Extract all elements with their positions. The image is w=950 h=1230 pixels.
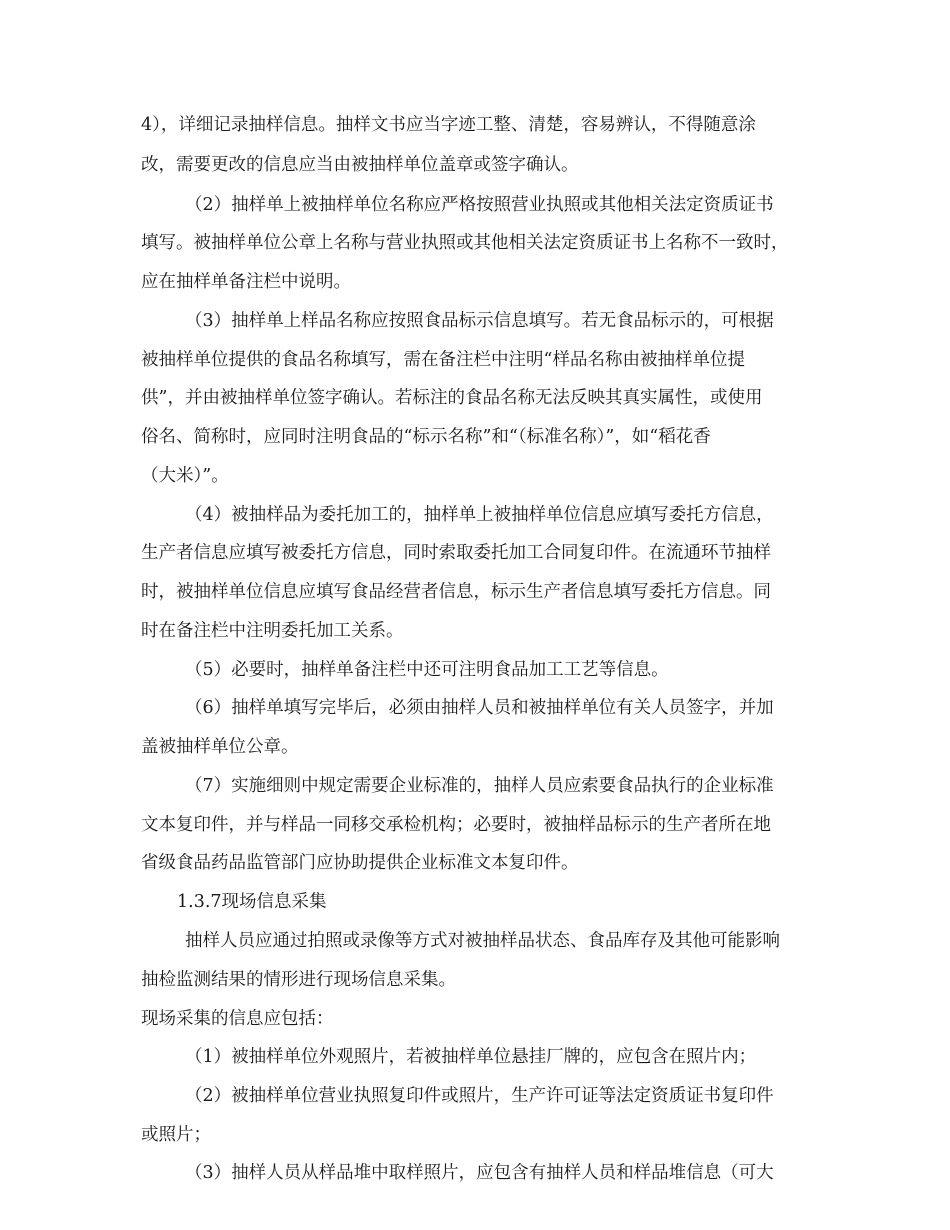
paragraph-line: （2）抽样单上被抽样单位名称应严格按照营业执照或其他相关法定资质证书: [185, 195, 774, 215]
paragraph-line: （7）实施细则中规定需要企业标准的，抽样人员应索要食品执行的企业标准: [185, 776, 774, 796]
paragraph-line: （4）被抽样品为委托加工的，抽样单上被抽样单位信息应填写委托方信息，: [185, 505, 774, 525]
paragraph-line: 生产者信息应填写被委托方信息，同时索取委托加工合同复印件。在流通环节抽样: [141, 543, 771, 563]
paragraph-line: 应在抽样单备注栏中说明。: [141, 272, 351, 292]
paragraph-line: （5）必要时，抽样单备注栏中还可注明食品加工工艺等信息。: [185, 660, 669, 680]
paragraph-line: （3）抽样单上样品名称应按照食品标示信息填写。若无食品标示的，可根据: [185, 311, 774, 331]
paragraph-line: （大米）”。: [141, 466, 229, 486]
paragraph-line: （1）被抽样单位外观照片，若被抽样单位悬挂厂牌的，应包含在照片内；: [185, 1047, 757, 1067]
paragraph-line: 俗名、简称时，应同时注明食品的“标示名称”和“（标准名称）”，如“稻花香: [141, 427, 711, 447]
paragraph-line: 供”，并由被抽样单位签字确认。若标注的食品名称无法反映其真实属性，或使用: [141, 388, 763, 408]
paragraph-line: 时在备注栏中注明委托加工关系。: [141, 621, 404, 641]
paragraph-line: 盖被抽样单位公章。: [141, 737, 299, 757]
paragraph-line: 填写。被抽样单位公章上名称与营业执照或其他相关法定资质证书上名称不一致时，: [141, 233, 789, 253]
paragraph-line: 文本复印件，并与样品一同移交承检机构；必要时，被抽样品标示的生产者所在地: [141, 815, 771, 835]
paragraph-line: 时，被抽样单位信息应填写食品经营者信息，标示生产者信息填写委托方信息。同: [141, 582, 771, 602]
paragraph-line: 或照片；: [141, 1125, 211, 1145]
paragraph-line: 被抽样单位提供的食品名称填写，需在备注栏中注明“样品名称由被抽样单位提: [141, 350, 745, 370]
paragraph-line: 省级食品药品监管部门应协助提供企业标准文本复印件。: [141, 853, 579, 873]
paragraph-line: （6）抽样单填写完毕后，必须由抽样人员和被抽样单位有关人员签字，并加: [185, 698, 774, 718]
paragraph-line: 抽检监测结果的情形进行现场信息采集。: [141, 970, 456, 990]
paragraph-line: 抽样人员应通过拍照或录像等方式对被抽样品状态、食品库存及其他可能影响: [185, 931, 780, 951]
paragraph-line: （3）抽样人员从样品堆中取样照片，应包含有抽样人员和样品堆信息（可大: [185, 1163, 774, 1183]
section-heading: 1.3.7现场信息采集: [177, 892, 327, 912]
paragraph-line: 4），详细记录抽样信息。抽样文书应当字迹工整、清楚，容易辨认，不得随意涂: [141, 115, 756, 135]
paragraph-line: （2）被抽样单位营业执照复印件或照片，生产许可证等法定资质证书复印件: [185, 1086, 774, 1106]
paragraph-line: 改，需要更改的信息应当由被抽样单位盖章或签字确认。: [141, 155, 579, 175]
paragraph-line: 现场采集的信息应包括：: [141, 1009, 334, 1029]
